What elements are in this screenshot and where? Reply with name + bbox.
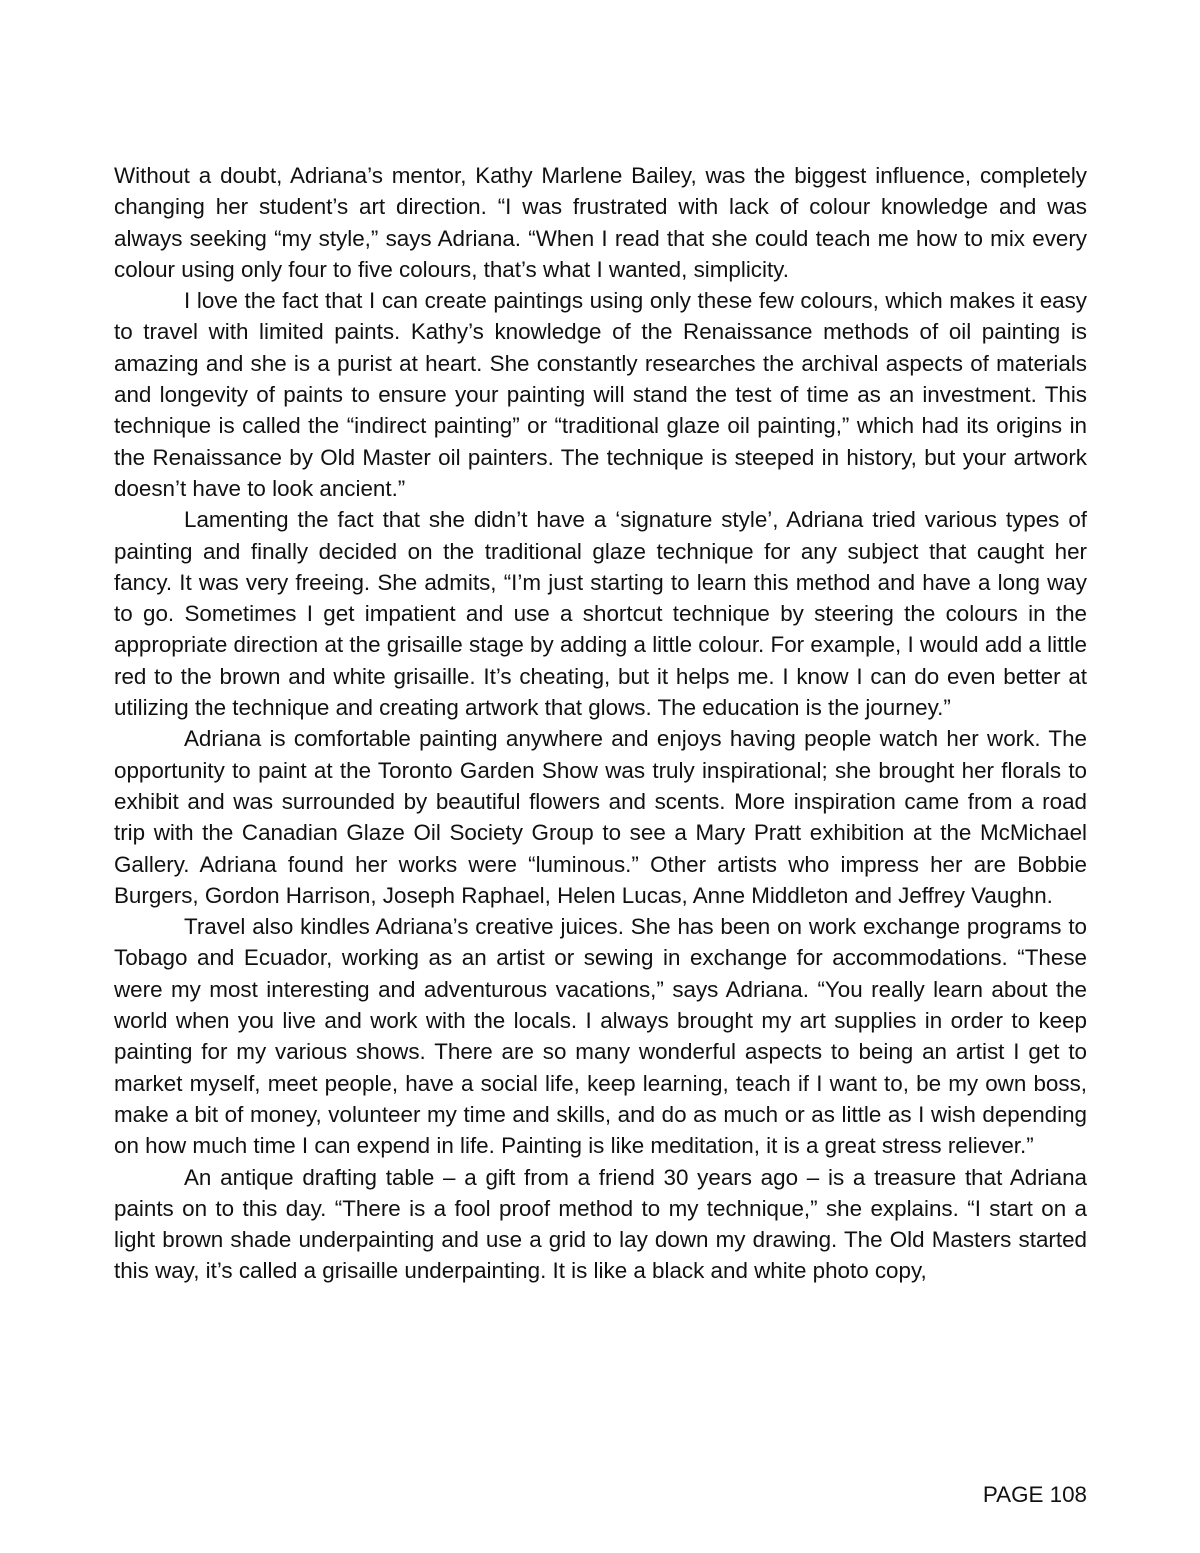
page-number: PAGE 108: [982, 1482, 1087, 1507]
paragraph-4: Adriana is comfortable painting anywhere and enjoys having people watch her work. The opportunity to paint at the Toronto Garden Show was truly inspirational; she brought her florals to exhibit and was surrounded by beautiful flowers and scents. More inspiration came from a road trip with the Canadian Glaze Oil Society Group to see a Mary Pratt exhibition at the McMichael Gallery. Adriana found her works were “luminous.” Other artists who impress her are Bobbie Burgers, Gordon Harrison, Joseph Raphael, Helen Lucas, Anne Middleton and Jeffrey Vaughn.: [114, 726, 1087, 908]
paragraph-2: I love the fact that I can create paintings using only these few colours, which makes it easy to travel with limited paints. Kathy’s knowledge of the Renaissance methods of oil painting is amazing and she is a purist at heart. She constantly researches the archival aspects of materials and longevity of paints to ensure your painting will stand the test of time as an investment. This technique is called the “indirect painting” or “traditional glaze oil painting,” which had its origins in the Renaissance by Old Master oil painters. The technique is steeped in history, but your artwork doesn’t have to look ancient.”: [114, 288, 1087, 501]
paragraph-3: Lamenting the fact that she didn’t have a ‘signature style’, Adriana tried various types of painting and finally decided on the traditional glaze technique for any subject that caught her fancy. It was very freeing. She admits, “I’m just starting to learn this method and have a long way to go. Sometimes I get impatient and use a shortcut technique by steering the colours in the appropriate direction at the grisaille stage by adding a little colour. For example, I would add a little red to the brown and white grisaille. It’s cheating, but it helps me. I know I can do even better at utilizing the technique and creating artwork that glows. The education is the journey.”: [114, 507, 1087, 721]
paragraph-6: An antique drafting table – a gift from a friend 30 years ago – is a treasure that Adriana paints on to this day. “There is a fool proof method to my technique,” she explains. “I start on a light brown shade underpainting and use a grid to lay down my drawing. The Old Masters started this way, it’s called a grisaille underpainting. It is like a black and white photo copy,: [114, 1164, 1087, 1284]
paragraph-5: Travel also kindles Adriana’s creative juices. She has been on work exchange programs to Tobago and Ecuador, working as an artist or sewing in exchange for accommodations. “These were my most interesting and adventurous vacations,” says Adriana. “You really learn about the world when you live and work with the locals. I always brought my art supplies in order to keep painting for my various shows. There are so many wonderful aspects to being an artist I get to market myself, meet people, have a social life, keep learning, teach if I want to, be my own boss, make a bit of money, volunteer my time and skills, and do as much or as little as I wish depending on how much time I can expend in life. Painting is like meditation, it is a great stress reliever.”: [114, 914, 1087, 1159]
article-body: [114, 160, 1087, 1287]
paragraph-1: Without a doubt, Adriana’s mentor, Kathy Marlene Bailey, was the biggest influence, completely changing her student’s art direction. “I was frustrated with lack of colour knowledge and was always seeking “my style,” says Adriana. “When I read that she could teach me how to mix every colour using only four to five colours, that’s what I wanted, simplicity.: [114, 163, 1087, 282]
